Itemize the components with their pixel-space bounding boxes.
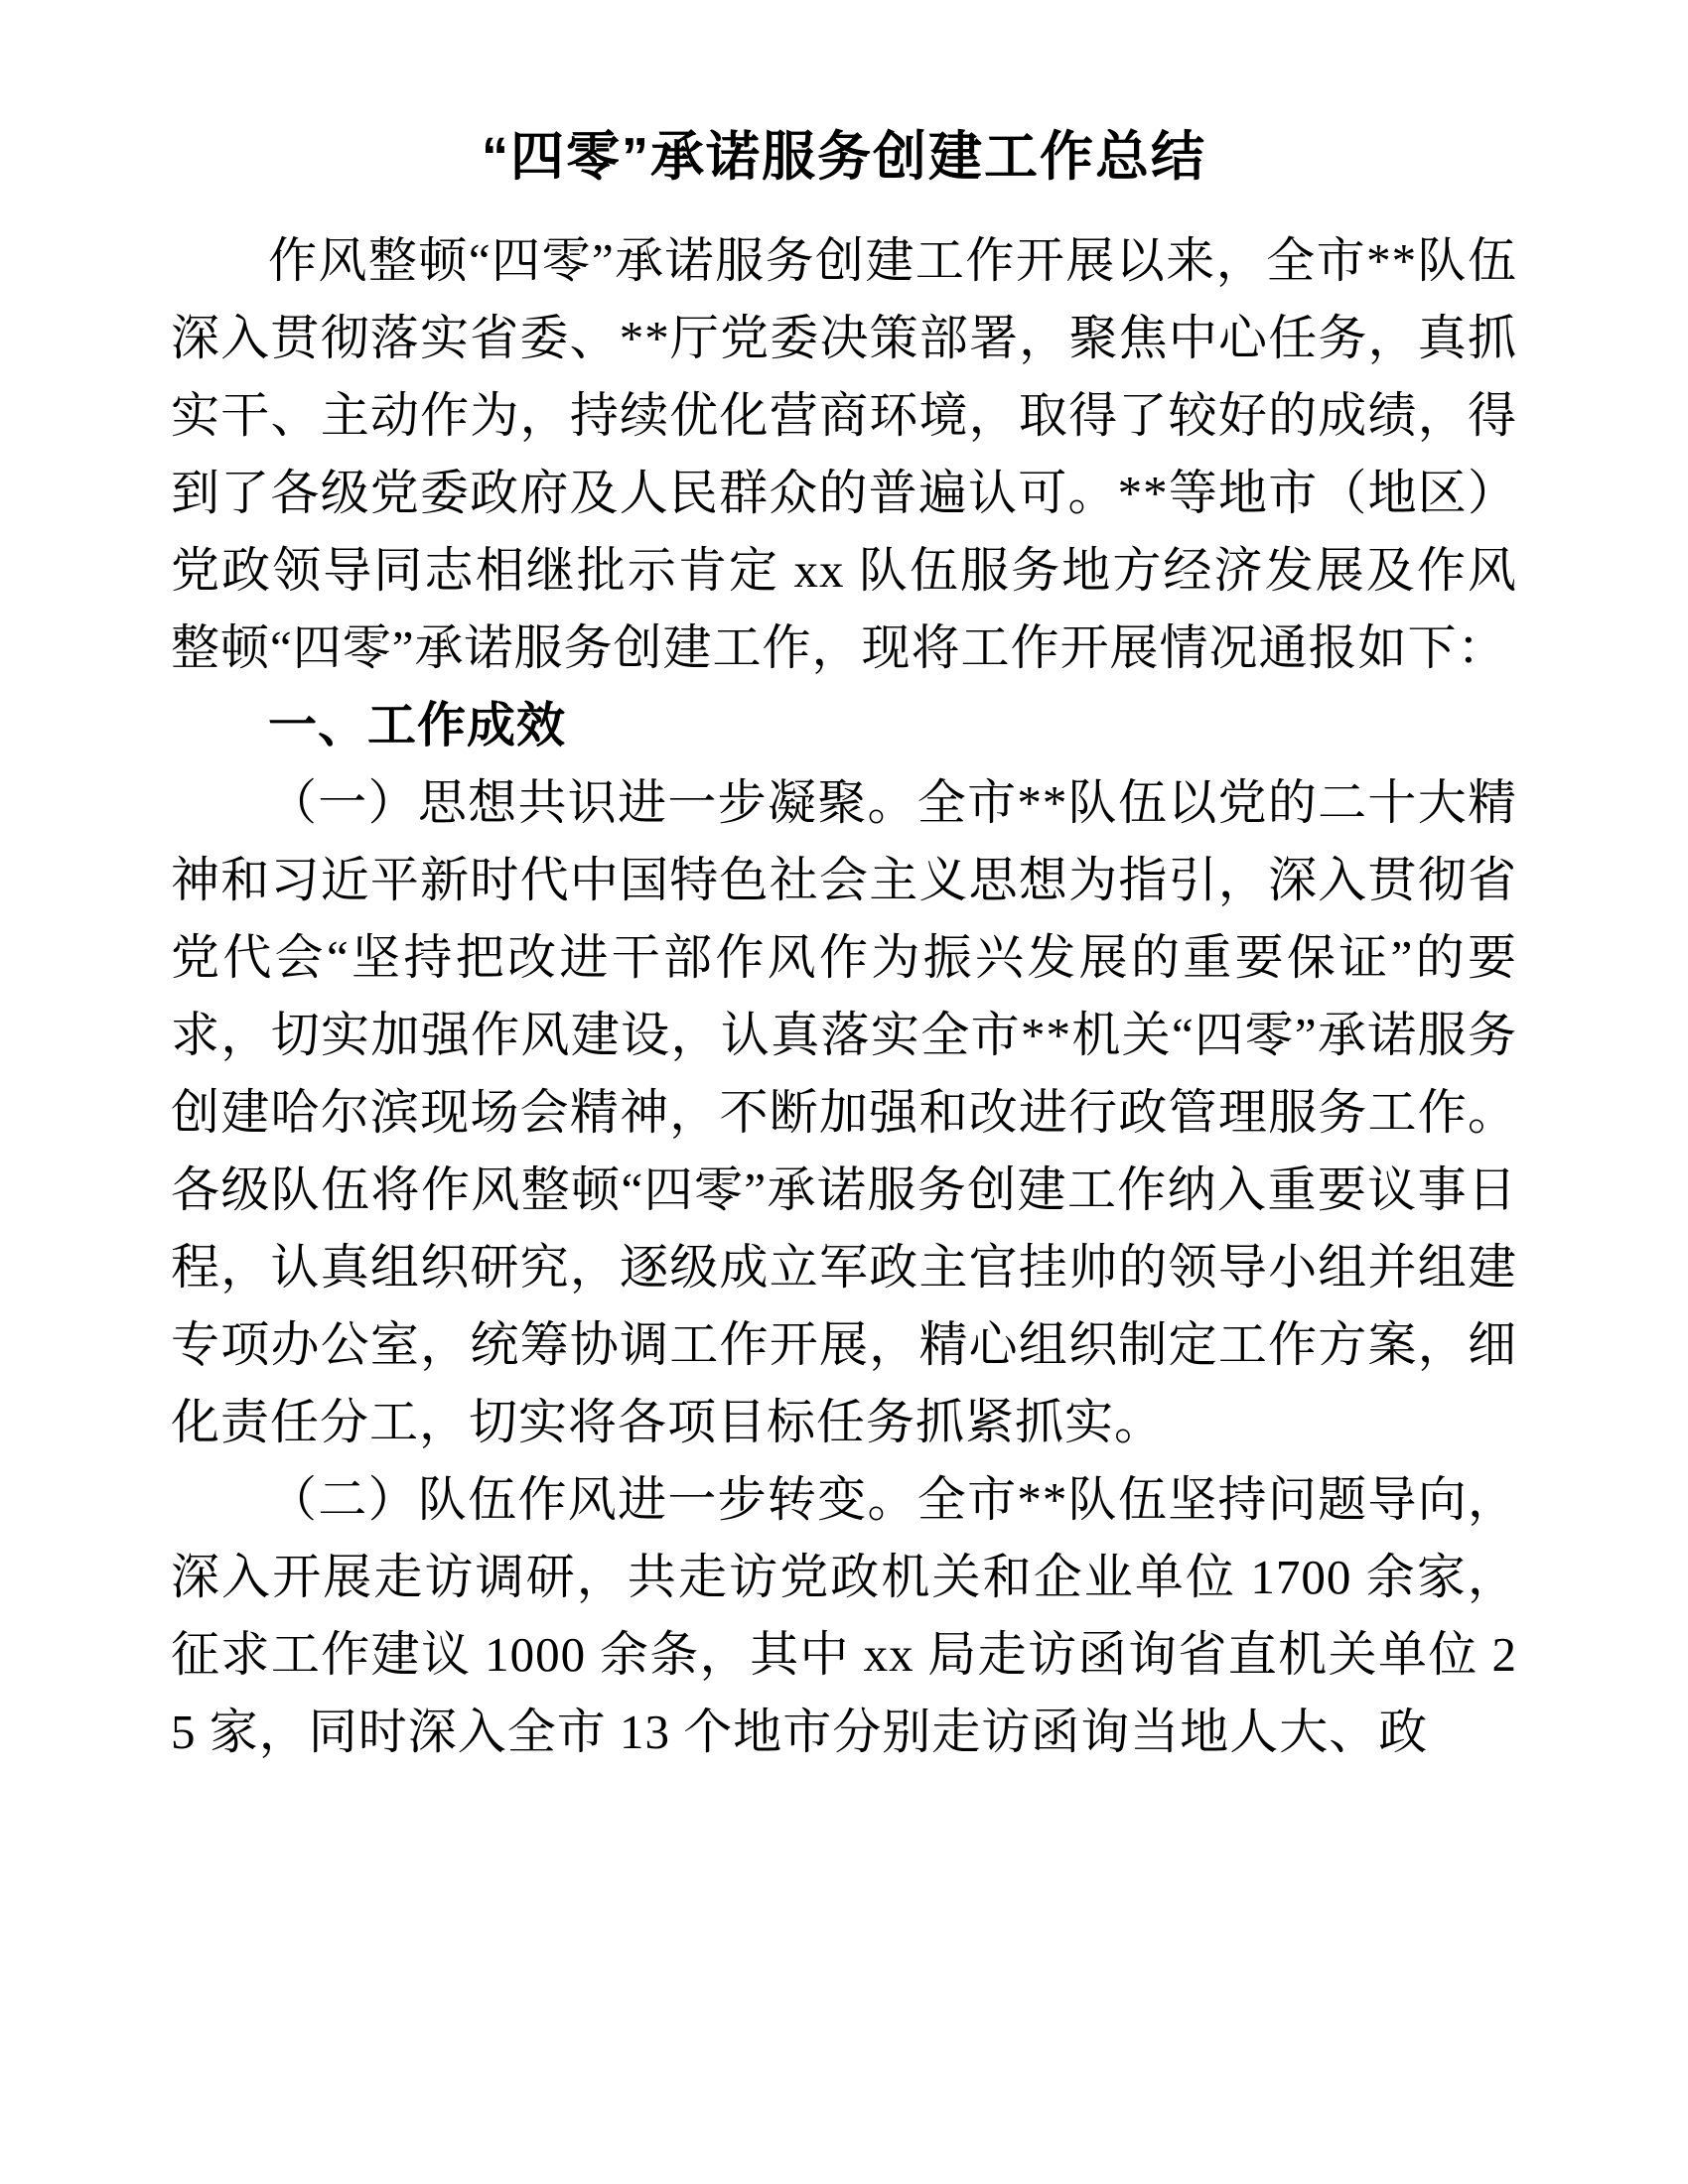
document-title: “四零”承诺服务创建工作总结 xyxy=(482,127,1206,187)
paragraph-thought-consensus: （一）思想共识进一步凝聚。全市**队伍以党的二十大精神和习近平新时代中国特色社会主义思想为指引，深入贯彻省党代会“坚持把改进干部作风作为振兴发展的重要保证”的要求，切实加强作风建设，认真落实全市**机关“四零”承诺服务创建哈尔滨现场会精神，不断加强和改进行政管理服务工作。各级队伍将作风整顿“四零”承诺服务创建工作纳入重要议事日程，认真组织研究，逐级成立军政主官挂帅的领导小组并组建专项办公室，统筹协调工作开展，精心组织制定工作方案，细化责任分工，切实将各项目标任务抓紧抓实。 xyxy=(171,775,1517,1449)
section-heading-work-results: 一、工作成效 xyxy=(268,699,567,752)
paragraph-intro: 作风整顿“四零”承诺服务创建工作开展以来，全市**队伍深入贯彻落实省委、**厅党委决策部署，聚焦中心任务，真抓实干、主动作为，持续优化营商环境，取得了较好的成绩，得到了各级党委政府及人民群众的普遍认可。**等地市（地区）党政领导同志相继批示肯定 xx 队伍服务地方经济发展及作风整顿“四零”承诺服务创建工作，现将工作开展情况通报如下： xyxy=(171,233,1517,675)
paragraph-work-style-change: （二）队伍作风进一步转变。全市**队伍坚持问题导向，深入开展走访调研，共走访党政机关和企业单位 1700 余家，征求工作建议 1000 余条，其中 xx 局走访函询省直机关单位 25 家，同时深入全市 13 个地市分别走访函询当地人大、政 xyxy=(171,1472,1517,1759)
